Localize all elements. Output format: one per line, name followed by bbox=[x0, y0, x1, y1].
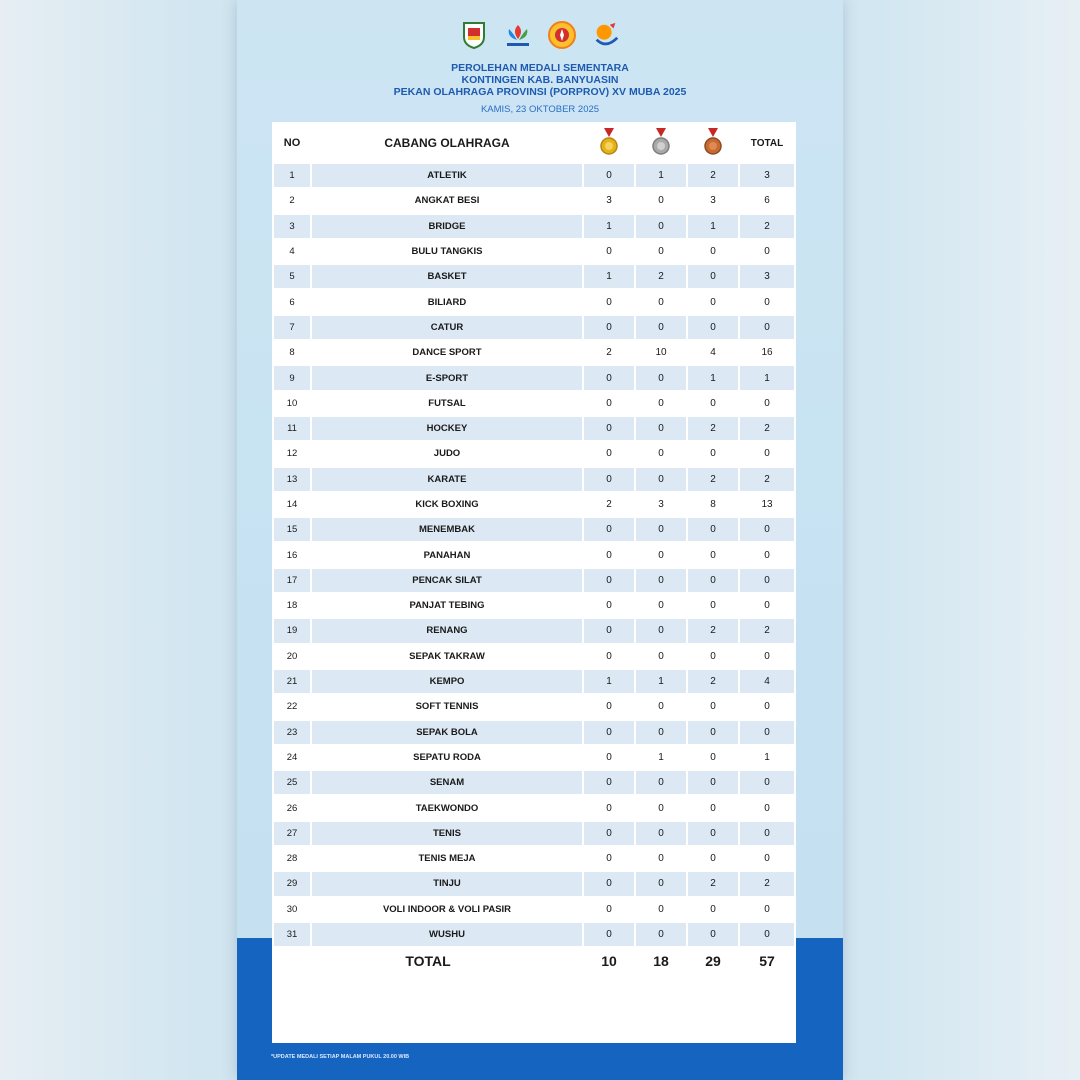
row-gold: 0 bbox=[583, 416, 635, 441]
table-row bbox=[273, 365, 795, 390]
table-row bbox=[273, 517, 795, 542]
row-bronze: 0 bbox=[687, 795, 739, 820]
row-no: 11 bbox=[273, 416, 311, 441]
bronze-medal-icon bbox=[703, 128, 723, 154]
row-no: 23 bbox=[273, 720, 311, 745]
row-gold: 3 bbox=[583, 188, 635, 213]
row-silver: 0 bbox=[635, 922, 687, 947]
header-line-3: PEKAN OLAHRAGA PROVINSI (PORPROV) XV MUBA 2025 bbox=[393, 86, 687, 98]
row-bronze: 0 bbox=[687, 391, 739, 416]
row-bronze: 2 bbox=[687, 163, 739, 188]
row-name: BRIDGE bbox=[311, 214, 583, 239]
row-total: 4 bbox=[739, 669, 795, 694]
row-total: 2 bbox=[739, 416, 795, 441]
row-gold: 0 bbox=[583, 644, 635, 669]
row-gold: 0 bbox=[583, 846, 635, 871]
medal-table bbox=[272, 122, 796, 976]
row-silver: 0 bbox=[635, 391, 687, 416]
row-gold: 1 bbox=[583, 214, 635, 239]
row-no: 3 bbox=[273, 214, 311, 239]
row-gold: 0 bbox=[583, 391, 635, 416]
row-total: 1 bbox=[739, 365, 795, 390]
row-no: 2 bbox=[273, 188, 311, 213]
row-gold: 0 bbox=[583, 568, 635, 593]
row-silver: 0 bbox=[635, 517, 687, 542]
row-bronze: 0 bbox=[687, 264, 739, 289]
row-name: SEPAK BOLA bbox=[311, 720, 583, 745]
row-silver: 0 bbox=[635, 315, 687, 340]
table-row bbox=[273, 770, 795, 795]
row-total: 0 bbox=[739, 315, 795, 340]
row-silver: 0 bbox=[635, 365, 687, 390]
row-no: 6 bbox=[273, 289, 311, 314]
row-no: 21 bbox=[273, 669, 311, 694]
row-gold: 1 bbox=[583, 264, 635, 289]
row-name: SEPATU RODA bbox=[311, 745, 583, 770]
row-silver: 0 bbox=[635, 542, 687, 567]
row-total: 0 bbox=[739, 542, 795, 567]
logo-strip bbox=[237, 20, 843, 56]
row-name: E-SPORT bbox=[311, 365, 583, 390]
row-total: 13 bbox=[739, 492, 795, 517]
silver-medal-icon bbox=[651, 128, 671, 154]
row-bronze: 0 bbox=[687, 694, 739, 719]
row-name: VOLI INDOOR & VOLI PASIR bbox=[311, 897, 583, 922]
row-gold: 0 bbox=[583, 897, 635, 922]
row-silver: 0 bbox=[635, 467, 687, 492]
column-header-no: NO bbox=[273, 123, 311, 163]
totals-gold: 10 bbox=[583, 947, 635, 975]
porprov-mascot-icon bbox=[591, 20, 621, 50]
row-silver: 2 bbox=[635, 264, 687, 289]
row-bronze: 3 bbox=[687, 188, 739, 213]
row-gold: 0 bbox=[583, 821, 635, 846]
row-name: TENIS bbox=[311, 821, 583, 846]
row-no: 31 bbox=[273, 922, 311, 947]
row-no: 24 bbox=[273, 745, 311, 770]
row-gold: 0 bbox=[583, 720, 635, 745]
row-bronze: 0 bbox=[687, 517, 739, 542]
row-no: 10 bbox=[273, 391, 311, 416]
row-bronze: 2 bbox=[687, 467, 739, 492]
table-row bbox=[273, 922, 795, 947]
column-header-total: TOTAL bbox=[739, 123, 795, 163]
row-total: 2 bbox=[739, 618, 795, 643]
row-name: RENANG bbox=[311, 618, 583, 643]
table-row bbox=[273, 871, 795, 896]
row-no: 16 bbox=[273, 542, 311, 567]
row-total: 0 bbox=[739, 593, 795, 618]
row-total: 2 bbox=[739, 871, 795, 896]
row-silver: 0 bbox=[635, 441, 687, 466]
row-name: BILIARD bbox=[311, 289, 583, 314]
row-gold: 0 bbox=[583, 239, 635, 264]
totals-row bbox=[273, 947, 795, 975]
row-bronze: 0 bbox=[687, 289, 739, 314]
row-gold: 0 bbox=[583, 441, 635, 466]
row-bronze: 0 bbox=[687, 770, 739, 795]
update-note: *UPDATE MEDALI SETIAP MALAM PUKUL 20.00 WIB bbox=[271, 1054, 410, 1060]
row-name: FUTSAL bbox=[311, 391, 583, 416]
row-no: 8 bbox=[273, 340, 311, 365]
table-row bbox=[273, 239, 795, 264]
row-no: 4 bbox=[273, 239, 311, 264]
gold-medal-icon bbox=[599, 128, 619, 154]
row-no: 30 bbox=[273, 897, 311, 922]
column-header-gold bbox=[583, 123, 635, 163]
row-no: 22 bbox=[273, 694, 311, 719]
table-row bbox=[273, 214, 795, 239]
table-row bbox=[273, 618, 795, 643]
row-no: 26 bbox=[273, 795, 311, 820]
row-total: 0 bbox=[739, 720, 795, 745]
row-no: 15 bbox=[273, 517, 311, 542]
table-row bbox=[273, 315, 795, 340]
row-no: 27 bbox=[273, 821, 311, 846]
table-row bbox=[273, 163, 795, 188]
column-header-bronze bbox=[687, 123, 739, 163]
row-bronze: 0 bbox=[687, 846, 739, 871]
row-name: TAEKWONDO bbox=[311, 795, 583, 820]
row-bronze: 4 bbox=[687, 340, 739, 365]
row-name: PANJAT TEBING bbox=[311, 593, 583, 618]
row-name: DANCE SPORT bbox=[311, 340, 583, 365]
header-date: KAMIS, 23 OKTOBER 2025 bbox=[480, 104, 600, 115]
row-total: 0 bbox=[739, 568, 795, 593]
table-row bbox=[273, 745, 795, 770]
row-gold: 2 bbox=[583, 340, 635, 365]
row-no: 12 bbox=[273, 441, 311, 466]
row-bronze: 1 bbox=[687, 365, 739, 390]
row-bronze: 2 bbox=[687, 416, 739, 441]
row-bronze: 0 bbox=[687, 897, 739, 922]
row-gold: 0 bbox=[583, 542, 635, 567]
row-gold: 0 bbox=[583, 770, 635, 795]
row-silver: 0 bbox=[635, 188, 687, 213]
medal-table-body bbox=[273, 163, 795, 947]
row-total: 0 bbox=[739, 795, 795, 820]
row-no: 18 bbox=[273, 593, 311, 618]
row-gold: 0 bbox=[583, 365, 635, 390]
row-silver: 3 bbox=[635, 492, 687, 517]
row-total: 0 bbox=[739, 694, 795, 719]
row-no: 7 bbox=[273, 315, 311, 340]
medal-table-container bbox=[272, 122, 796, 1043]
row-gold: 1 bbox=[583, 669, 635, 694]
table-row bbox=[273, 821, 795, 846]
row-name: KEMPO bbox=[311, 669, 583, 694]
row-name: SOFT TENNIS bbox=[311, 694, 583, 719]
header-line-2: KONTINGEN KAB. BANYUASIN bbox=[461, 74, 619, 86]
row-silver: 0 bbox=[635, 568, 687, 593]
table-row bbox=[273, 720, 795, 745]
table-row bbox=[273, 795, 795, 820]
row-silver: 1 bbox=[635, 669, 687, 694]
row-no: 17 bbox=[273, 568, 311, 593]
column-header-name: CABANG OLAHRAGA bbox=[311, 123, 583, 163]
row-name: JUDO bbox=[311, 441, 583, 466]
row-name: KICK BOXING bbox=[311, 492, 583, 517]
row-no: 1 bbox=[273, 163, 311, 188]
row-name: SENAM bbox=[311, 770, 583, 795]
row-gold: 0 bbox=[583, 795, 635, 820]
row-total: 3 bbox=[739, 264, 795, 289]
row-name: ANGKAT BESI bbox=[311, 188, 583, 213]
row-name: PANAHAN bbox=[311, 542, 583, 567]
row-no: 14 bbox=[273, 492, 311, 517]
table-row bbox=[273, 846, 795, 871]
row-bronze: 2 bbox=[687, 871, 739, 896]
row-bronze: 0 bbox=[687, 745, 739, 770]
totals-silver: 18 bbox=[635, 947, 687, 975]
row-name: PENCAK SILAT bbox=[311, 568, 583, 593]
row-bronze: 0 bbox=[687, 593, 739, 618]
row-name: SEPAK TAKRAW bbox=[311, 644, 583, 669]
table-row bbox=[273, 264, 795, 289]
row-silver: 0 bbox=[635, 897, 687, 922]
row-silver: 0 bbox=[635, 416, 687, 441]
totals-label: TOTAL bbox=[273, 947, 583, 975]
row-no: 25 bbox=[273, 770, 311, 795]
row-bronze: 0 bbox=[687, 644, 739, 669]
row-gold: 0 bbox=[583, 694, 635, 719]
row-no: 13 bbox=[273, 467, 311, 492]
row-total: 0 bbox=[739, 846, 795, 871]
row-gold: 2 bbox=[583, 492, 635, 517]
row-bronze: 0 bbox=[687, 441, 739, 466]
row-name: HOCKEY bbox=[311, 416, 583, 441]
header-line-1: PEROLEHAN MEDALI SEMENTARA bbox=[451, 62, 629, 74]
medal-tally-poster bbox=[237, 0, 843, 1080]
row-gold: 0 bbox=[583, 315, 635, 340]
row-name: ATLETIK bbox=[311, 163, 583, 188]
row-bronze: 2 bbox=[687, 669, 739, 694]
row-gold: 0 bbox=[583, 467, 635, 492]
table-row bbox=[273, 391, 795, 416]
row-silver: 0 bbox=[635, 618, 687, 643]
row-bronze: 0 bbox=[687, 315, 739, 340]
row-total: 2 bbox=[739, 467, 795, 492]
row-no: 5 bbox=[273, 264, 311, 289]
table-row bbox=[273, 416, 795, 441]
row-gold: 0 bbox=[583, 922, 635, 947]
row-total: 0 bbox=[739, 644, 795, 669]
table-row bbox=[273, 492, 795, 517]
koni-emblem-icon bbox=[547, 20, 577, 50]
row-silver: 0 bbox=[635, 694, 687, 719]
row-no: 20 bbox=[273, 644, 311, 669]
row-gold: 0 bbox=[583, 745, 635, 770]
row-total: 0 bbox=[739, 897, 795, 922]
row-total: 0 bbox=[739, 517, 795, 542]
row-total: 0 bbox=[739, 289, 795, 314]
row-gold: 0 bbox=[583, 871, 635, 896]
row-total: 6 bbox=[739, 188, 795, 213]
row-no: 29 bbox=[273, 871, 311, 896]
banyuasin-crest-icon bbox=[459, 20, 489, 50]
table-row bbox=[273, 593, 795, 618]
row-bronze: 0 bbox=[687, 239, 739, 264]
row-total: 0 bbox=[739, 441, 795, 466]
totals-total: 57 bbox=[739, 947, 795, 975]
row-silver: 0 bbox=[635, 214, 687, 239]
row-no: 28 bbox=[273, 846, 311, 871]
row-bronze: 2 bbox=[687, 618, 739, 643]
table-row bbox=[273, 542, 795, 567]
row-no: 19 bbox=[273, 618, 311, 643]
row-bronze: 0 bbox=[687, 922, 739, 947]
row-name: BULU TANGKIS bbox=[311, 239, 583, 264]
row-silver: 0 bbox=[635, 795, 687, 820]
row-silver: 10 bbox=[635, 340, 687, 365]
row-silver: 1 bbox=[635, 163, 687, 188]
row-total: 16 bbox=[739, 340, 795, 365]
row-silver: 0 bbox=[635, 239, 687, 264]
row-silver: 0 bbox=[635, 846, 687, 871]
column-header-silver bbox=[635, 123, 687, 163]
row-silver: 0 bbox=[635, 720, 687, 745]
row-silver: 1 bbox=[635, 745, 687, 770]
row-gold: 0 bbox=[583, 517, 635, 542]
row-silver: 0 bbox=[635, 289, 687, 314]
row-total: 1 bbox=[739, 745, 795, 770]
row-bronze: 0 bbox=[687, 720, 739, 745]
row-gold: 0 bbox=[583, 593, 635, 618]
table-row bbox=[273, 694, 795, 719]
row-name: TENIS MEJA bbox=[311, 846, 583, 871]
table-row bbox=[273, 897, 795, 922]
row-name: BASKET bbox=[311, 264, 583, 289]
table-row bbox=[273, 188, 795, 213]
table-row bbox=[273, 340, 795, 365]
row-silver: 0 bbox=[635, 871, 687, 896]
row-total: 2 bbox=[739, 214, 795, 239]
table-row bbox=[273, 467, 795, 492]
row-total: 3 bbox=[739, 163, 795, 188]
row-bronze: 0 bbox=[687, 568, 739, 593]
row-total: 0 bbox=[739, 821, 795, 846]
row-gold: 0 bbox=[583, 618, 635, 643]
row-total: 0 bbox=[739, 239, 795, 264]
row-total: 0 bbox=[739, 922, 795, 947]
row-silver: 0 bbox=[635, 593, 687, 618]
row-name: KARATE bbox=[311, 467, 583, 492]
row-name: WUSHU bbox=[311, 922, 583, 947]
row-total: 0 bbox=[739, 391, 795, 416]
row-no: 9 bbox=[273, 365, 311, 390]
row-bronze: 0 bbox=[687, 542, 739, 567]
poster-header bbox=[237, 62, 843, 116]
table-row bbox=[273, 568, 795, 593]
table-row bbox=[273, 441, 795, 466]
row-gold: 0 bbox=[583, 163, 635, 188]
row-bronze: 0 bbox=[687, 821, 739, 846]
row-bronze: 1 bbox=[687, 214, 739, 239]
row-name: CATUR bbox=[311, 315, 583, 340]
row-name: TINJU bbox=[311, 871, 583, 896]
row-name: MENEMBAK bbox=[311, 517, 583, 542]
table-row bbox=[273, 644, 795, 669]
row-total: 0 bbox=[739, 770, 795, 795]
row-silver: 0 bbox=[635, 770, 687, 795]
row-silver: 0 bbox=[635, 821, 687, 846]
row-gold: 0 bbox=[583, 289, 635, 314]
table-row bbox=[273, 289, 795, 314]
row-silver: 0 bbox=[635, 644, 687, 669]
banyuasin-brand-icon bbox=[503, 20, 533, 50]
table-row bbox=[273, 669, 795, 694]
totals-bronze: 29 bbox=[687, 947, 739, 975]
row-bronze: 8 bbox=[687, 492, 739, 517]
